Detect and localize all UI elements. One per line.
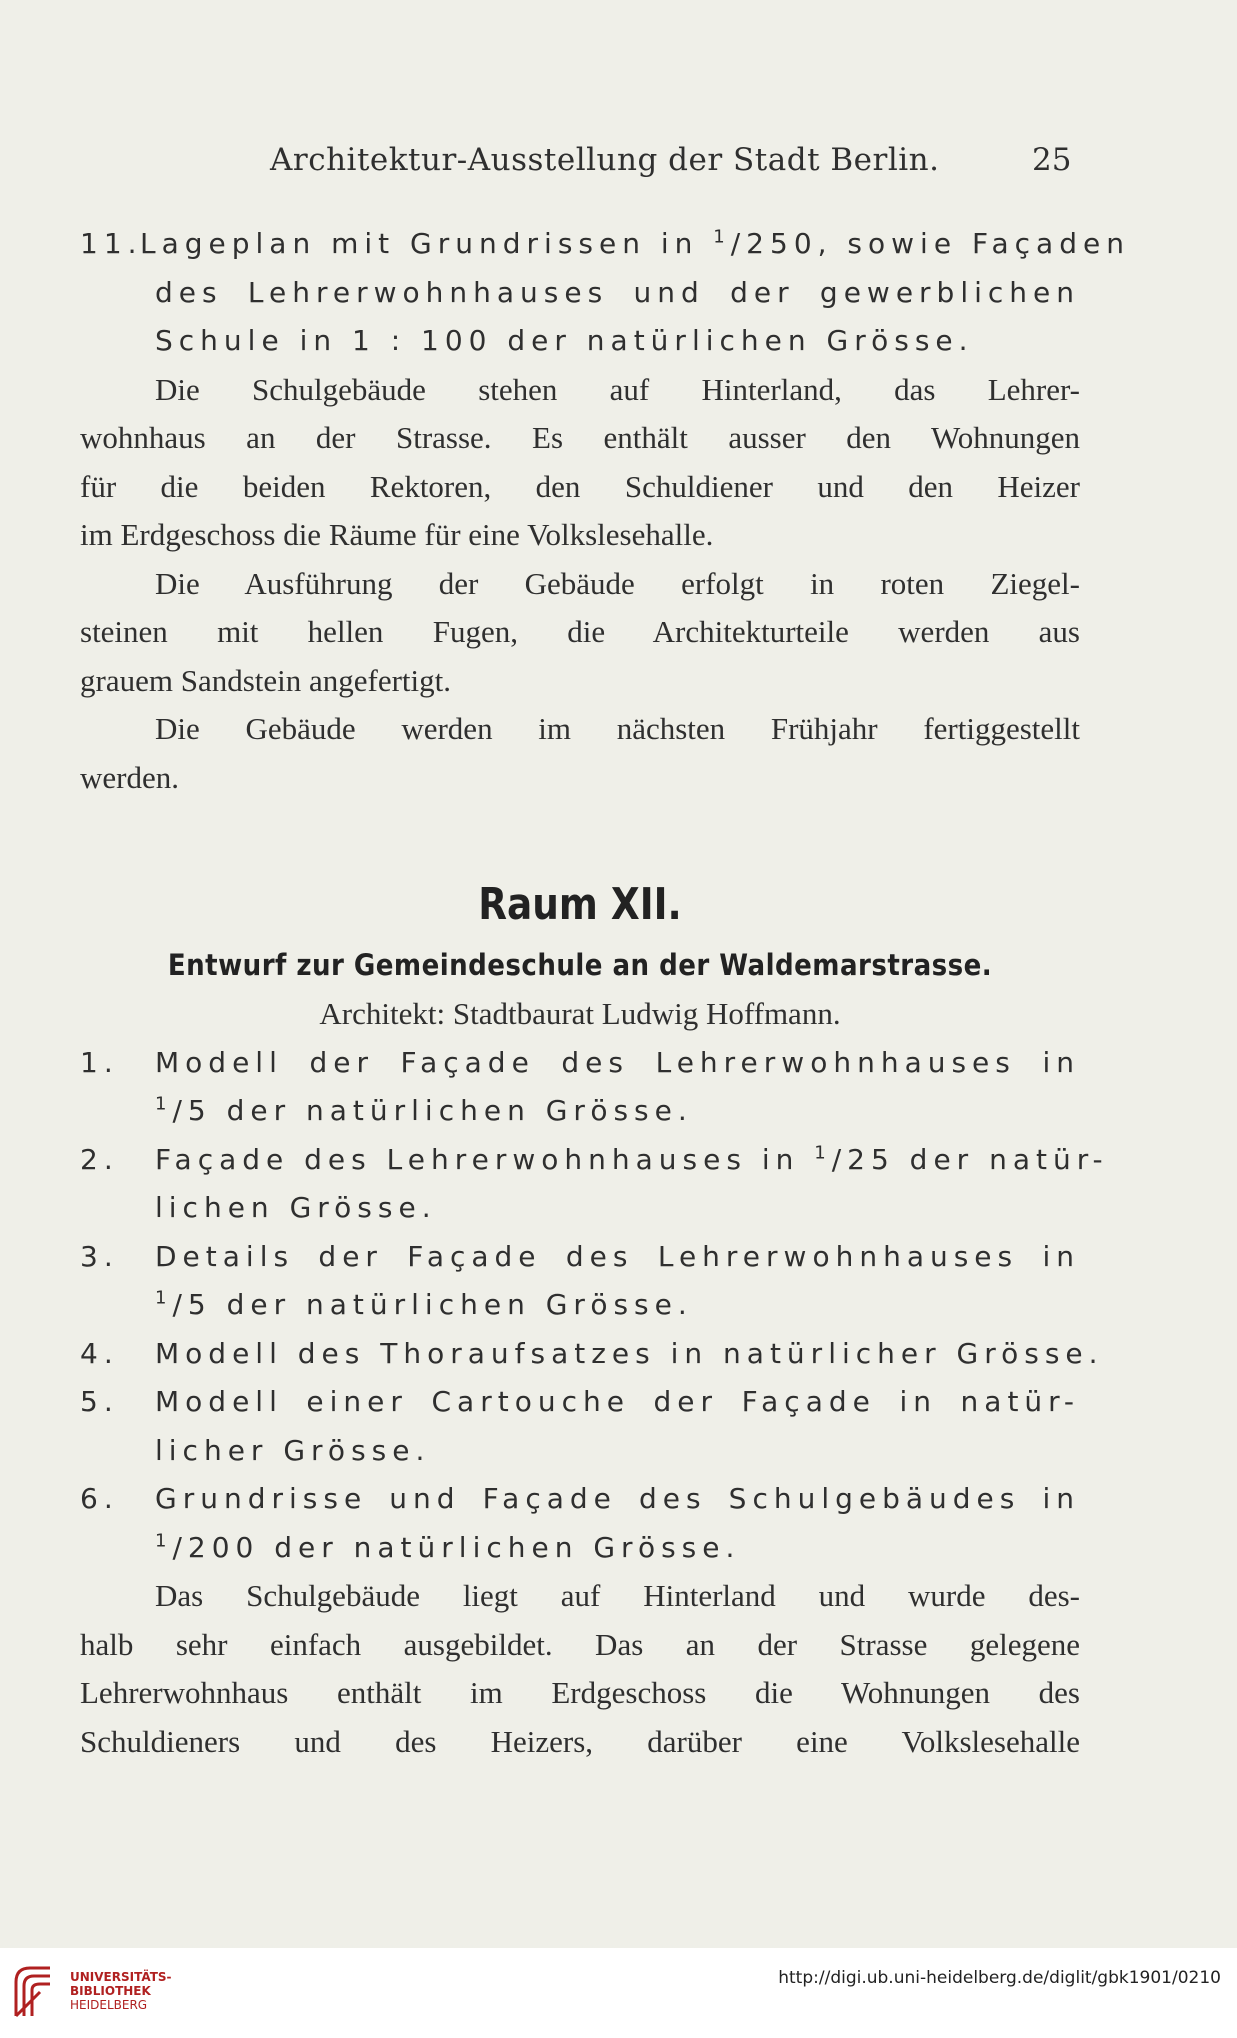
item-11-line2: des Lehrerwohnhauses und der gewerblichen [155,275,1080,309]
item-11-line3: Schule in 1 : 100 der natürlichen Grösse. [155,324,974,357]
item-11-line1: 11.Lageplan mit Grundrissen in $^1$/250, sowie Façaden [80,226,1130,260]
list-item-cont: $^1$/5 der natürlichen Grösse. [155,1287,693,1321]
list-item: 5. Modell einer Cartouche der Façade in natür- [80,1385,1080,1418]
para3-line1: Die Gebäude werden im nächsten Frühjahr fertiggestellt [155,711,1080,746]
para-line1: Das Schulgebäude liegt auf Hinterland und wurde des- [155,1578,1080,1613]
list-item: 4. Modell des Thoraufsatzes in natürlicher Grösse. [80,1336,1104,1370]
section-top [80,220,1130,802]
architect-line: Architekt: Stadtbaurat Ludwig Hoffmann. [319,996,841,1031]
running-header [0,142,1237,182]
para2-line3: grauem Sandstein angefertigt. [80,662,452,698]
para-line3: Lehrerwohnhaus enthält im Erdgeschoss die Wohnungen des [80,1675,1080,1710]
para-line2: halb sehr einfach ausgebildet. Das an der Strasse gelegene [80,1626,1080,1662]
source-url-link[interactable]: http://digi.ub.uni-heidelberg.de/diglit/gbk1901/0210 [778,1968,1221,1988]
section-heading: Raum XII. [478,879,682,930]
para1-line3: für die beiden Rektoren, den Schuldiener und den Heizer [80,468,1080,504]
section-subheading: Entwurf zur Gemeindeschule an der Waldemarstrasse. [167,948,993,982]
para1-line2: wohnhaus an der Strasse. Es enthält ausser den Wohnungen [80,420,1080,455]
running-title: Architektur-Ausstellung der Stadt Berlin. [270,142,940,178]
list-item-cont: $^1$/5 der natürlichen Grösse. [155,1093,693,1127]
para2-line1: Die Ausführung der Gebäude erfolgt in roten Ziegel- [155,565,1080,601]
page-number: 25 [1032,142,1072,178]
para3-line2: werden. [80,759,179,795]
digitization-footer [0,1948,1237,2038]
list-item: 3. Details der Façade des Lehrerwohnhauses in [80,1239,1080,1273]
list-item-cont: lichen Grösse. [155,1191,437,1224]
section-raum-xii [80,870,1109,1766]
list-item-cont: $^1$/200 der natürlichen Grösse. [155,1530,741,1564]
library-name: UNIVERSITÄTS- BIBLIOTHEK HEIDELBERG [70,1970,172,2012]
para-line4: Schuldieners und des Heizers, darüber eine Volkslesehalle [80,1723,1080,1759]
list-item-cont: licher Grösse. [155,1433,431,1467]
list-item: 2. Façade des Lehrerwohnhauses in $^1$/25 der natür- [80,1142,1109,1176]
para2-line2: steinen mit hellen Fugen, die Architekturteile werden aus [80,614,1080,649]
para1-line4: im Erdgeschoss die Räume für eine Volkslesehalle. [80,517,714,552]
library-logo-icon [12,1962,54,2020]
para1-line1: Die Schulgebäude stehen auf Hinterland, das Lehrer- [155,371,1080,407]
list-item: 1. Modell der Façade des Lehrerwohnhauses in [80,1045,1080,1079]
list-item: 6. Grundrisse und Façade des Schulgebäudes in [80,1482,1080,1515]
